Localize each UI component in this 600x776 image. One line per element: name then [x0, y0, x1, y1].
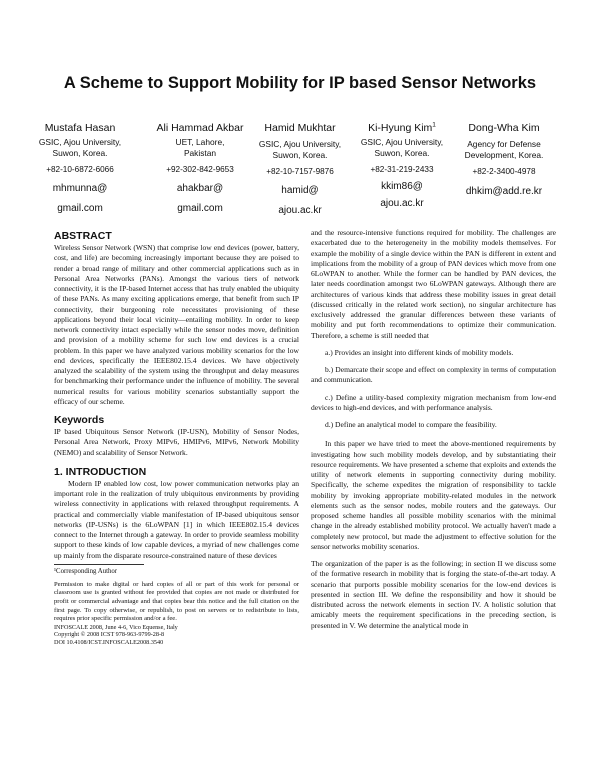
author-block — [28, 122, 132, 215]
corresponding-author-note: ¹Corresponding Author — [54, 567, 118, 575]
corresponding-mark: 1 — [432, 121, 436, 129]
introduction-text: Modern IP enabled low cost, low power communication networks play an important role in the realization of truly ubiquitous environments by providing wireless connectivity in applications with relaxed throughput requirements. A practical and commercially viable manifestation of IP-based ubiquitous sensor networks (IP-USNs) is the 6LoWPAN [1] in which IEEE802.15.4 devices connect to the Internet through a gateway. In order to provide seamless mobility support to these kinds of low capable devices, a myriad of new challenges come up mainly from the disparate resource-constrained nature of these devices — [54, 478, 299, 560]
author-email-domain: gmail.com — [177, 203, 223, 214]
requirement-item-a: a.) Provides an insight into different kinds of mobility models. — [325, 347, 514, 357]
doi-line: DOI 10.4108/ICST.INFOSCALE2008.3540 — [54, 638, 164, 646]
author-email-user: hamid@ — [281, 185, 319, 196]
author-block — [248, 122, 352, 217]
keywords-heading: Keywords — [54, 414, 105, 426]
author-name — [350, 122, 454, 135]
right-paragraph-3: The organization of the paper is as the following; in section II we discuss some of the formative research in mobility that is forging the state-of-the-art today. A scenario that purports possible mobility scenarios for the low-end devices is presented in section III. We define the responsibility and how it should be distributed across the network elements in section IV. A holistic solution that amicably meets the requirement specifications in the preceding section, is presented in V. We determine the analytical mode in — [311, 559, 556, 630]
author-email-domain: gmail.com — [57, 203, 103, 214]
abstract-text: Wireless Sensor Network (WSN) that comprise low end devices (power, battery, cost, and life) are becoming increasingly important because they are poised to render a broad range of military and other commercial applications such as in Personal Area Networks (PANs). Amongst the various tiers of network connectivity, it is the IP-based Internet access that has truly enabled the ubiquity of these PANs. As many exciting applications emerge, that benefit from such IP connectivity, their burgeoning role necessitates provisioning of these applications beyond their local vicinity—entailing mobility. In order to keep network connectivity intact especially while the sensor nodes move, definition and provision of a mobility scheme for such low end devices is a crucial problem. In this paper we have analyzed various mobility scenarios for the low end devices, specifically the IEEE802.15.4 devices. We have objectively analyzed the scalability of the system using the throughput and delay measures for benchmarking their performance under the influence of mobility. The several numerical results for various mobility scenarios substantially support the efficacy of our scheme. — [54, 243, 299, 406]
author-affiliation: UET, Lahore, Pakistan — [175, 137, 225, 158]
author-affiliation: GSIC, Ajou University, Suwon, Korea. — [360, 137, 444, 158]
permission-notice: Permission to make digital or hard copies of all or part of this work for personal or classroom use is granted without fee provided that copies are not made or distributed for profit or commercial advantage and that copies bear this notice and the full citation on the first page. To copy otherwise, or republish, to post on servers or to redistribute to lists, requires prior specific permission and/or a fee. — [54, 580, 299, 623]
author-block — [148, 122, 252, 215]
paper-title: A Scheme to Support Mobility for IP based Sensor Networks — [63, 74, 537, 92]
right-paragraph-1: and the resource-intensive functions required for mobility. The challenges are exacerbated due to the heterogeneity in the mobility models themselves. For example the mobility of a single device within the PAN is different in extent and implications from the mobility of a group of PAN devices which move from one 6LoWPAN to another. While the former can be handled by PAN devices, the later needs coordination amongst two 6LoWPAN gateways. Although there are architectures of various kinds that address these mobility issues in great detail (discussed critically in the related work section), no singular architecture has exclusively addressed the granular differences between these variants of mobility and put forth recommendations to optimize their communication. Therefore, a scheme is still needed that — [311, 228, 556, 340]
author-affiliation: GSIC, Ajou University, Suwon, Korea. — [258, 139, 342, 160]
author-email-domain: ajou.ac.kr — [380, 198, 424, 209]
author-block — [350, 122, 454, 210]
left-column — [54, 230, 299, 647]
copyright-line: Copyright © 2008 ICST 978-963-9799-28-8 — [54, 631, 165, 639]
author-phone: +82-2-3400-4978 — [472, 167, 536, 176]
author-email: dhkim@add.re.kr — [465, 186, 543, 197]
author-email-user: kkim86@ — [381, 181, 423, 192]
conference-line: INFOSCALE 2008, June 4-6, Vico Equense, Italy — [54, 623, 178, 631]
right-paragraph-2: In this paper we have tried to meet the above-mentioned requirements by investigating how such mobility models develop, and by substantiating their resource requirements. We have presented a scheme that exploits and extends the utility of network elements in supporting connectivity during mobility. Specifically, the scheme expedites the migration of responsibility to tackle mobility by invoking appropriate mobility-related modules in the network elements such as the sensor nodes, mobile routers and the gateways. Our proposed scheme handles all possible mobility scenarios with the minimal change in the already established mobility protocol. We actually haven't made a completely new protocol, but made the adjustment to effective solution for the sensor networks mobility scenarios. — [311, 439, 556, 551]
author-affiliation: GSIC, Ajou University, Suwon, Korea. — [38, 137, 122, 158]
author-name: Ali Hammad Akbar — [156, 122, 244, 134]
requirement-item-b: b.) Demarcate their scope and effect on complexity in terms of computation and communication. — [311, 365, 556, 385]
requirement-item-c: c.) Define a utility-based complexity migration mechanism from low-end devices to high-end devices, and with performance analysis. — [311, 392, 556, 412]
author-email-user: mhmunna@ — [52, 183, 108, 194]
author-name: Hamid Mukhtar — [264, 122, 336, 134]
author-name-text: Ki-Hyung Kim — [368, 122, 433, 134]
requirement-item-d: d.) Define an analytical model to compare the feasibility. — [325, 420, 497, 429]
author-email-domain: ajou.ac.kr — [278, 205, 322, 216]
keywords-text: IP based Ubiquitous Sensor Network (IP-USN), Mobility of Sensor Nodes, Personal Area Network, Proxy MIPv6, HMIPv6, MIPv6, Network Mobility (NEMO) and scalability of Sensor Network. — [54, 427, 299, 457]
author-phone: +92-302-842-9653 — [166, 165, 234, 174]
footnote-divider — [54, 564, 144, 565]
right-column — [311, 228, 556, 631]
author-phone: +82-10-7157-9876 — [266, 167, 334, 176]
introduction-heading: 1. INTRODUCTION — [54, 465, 147, 478]
author-name: Dong-Wha Kim — [468, 122, 540, 134]
author-phone: +82-31-219-2433 — [370, 165, 434, 174]
author-block — [448, 122, 560, 198]
author-affiliation: Agency for Defense Development, Korea. — [464, 139, 544, 160]
author-email-user: ahakbar@ — [176, 183, 224, 194]
author-phone: +82-10-6872-6066 — [46, 165, 114, 174]
author-name: Mustafa Hasan — [44, 122, 116, 134]
abstract-heading: ABSTRACT — [54, 230, 112, 242]
